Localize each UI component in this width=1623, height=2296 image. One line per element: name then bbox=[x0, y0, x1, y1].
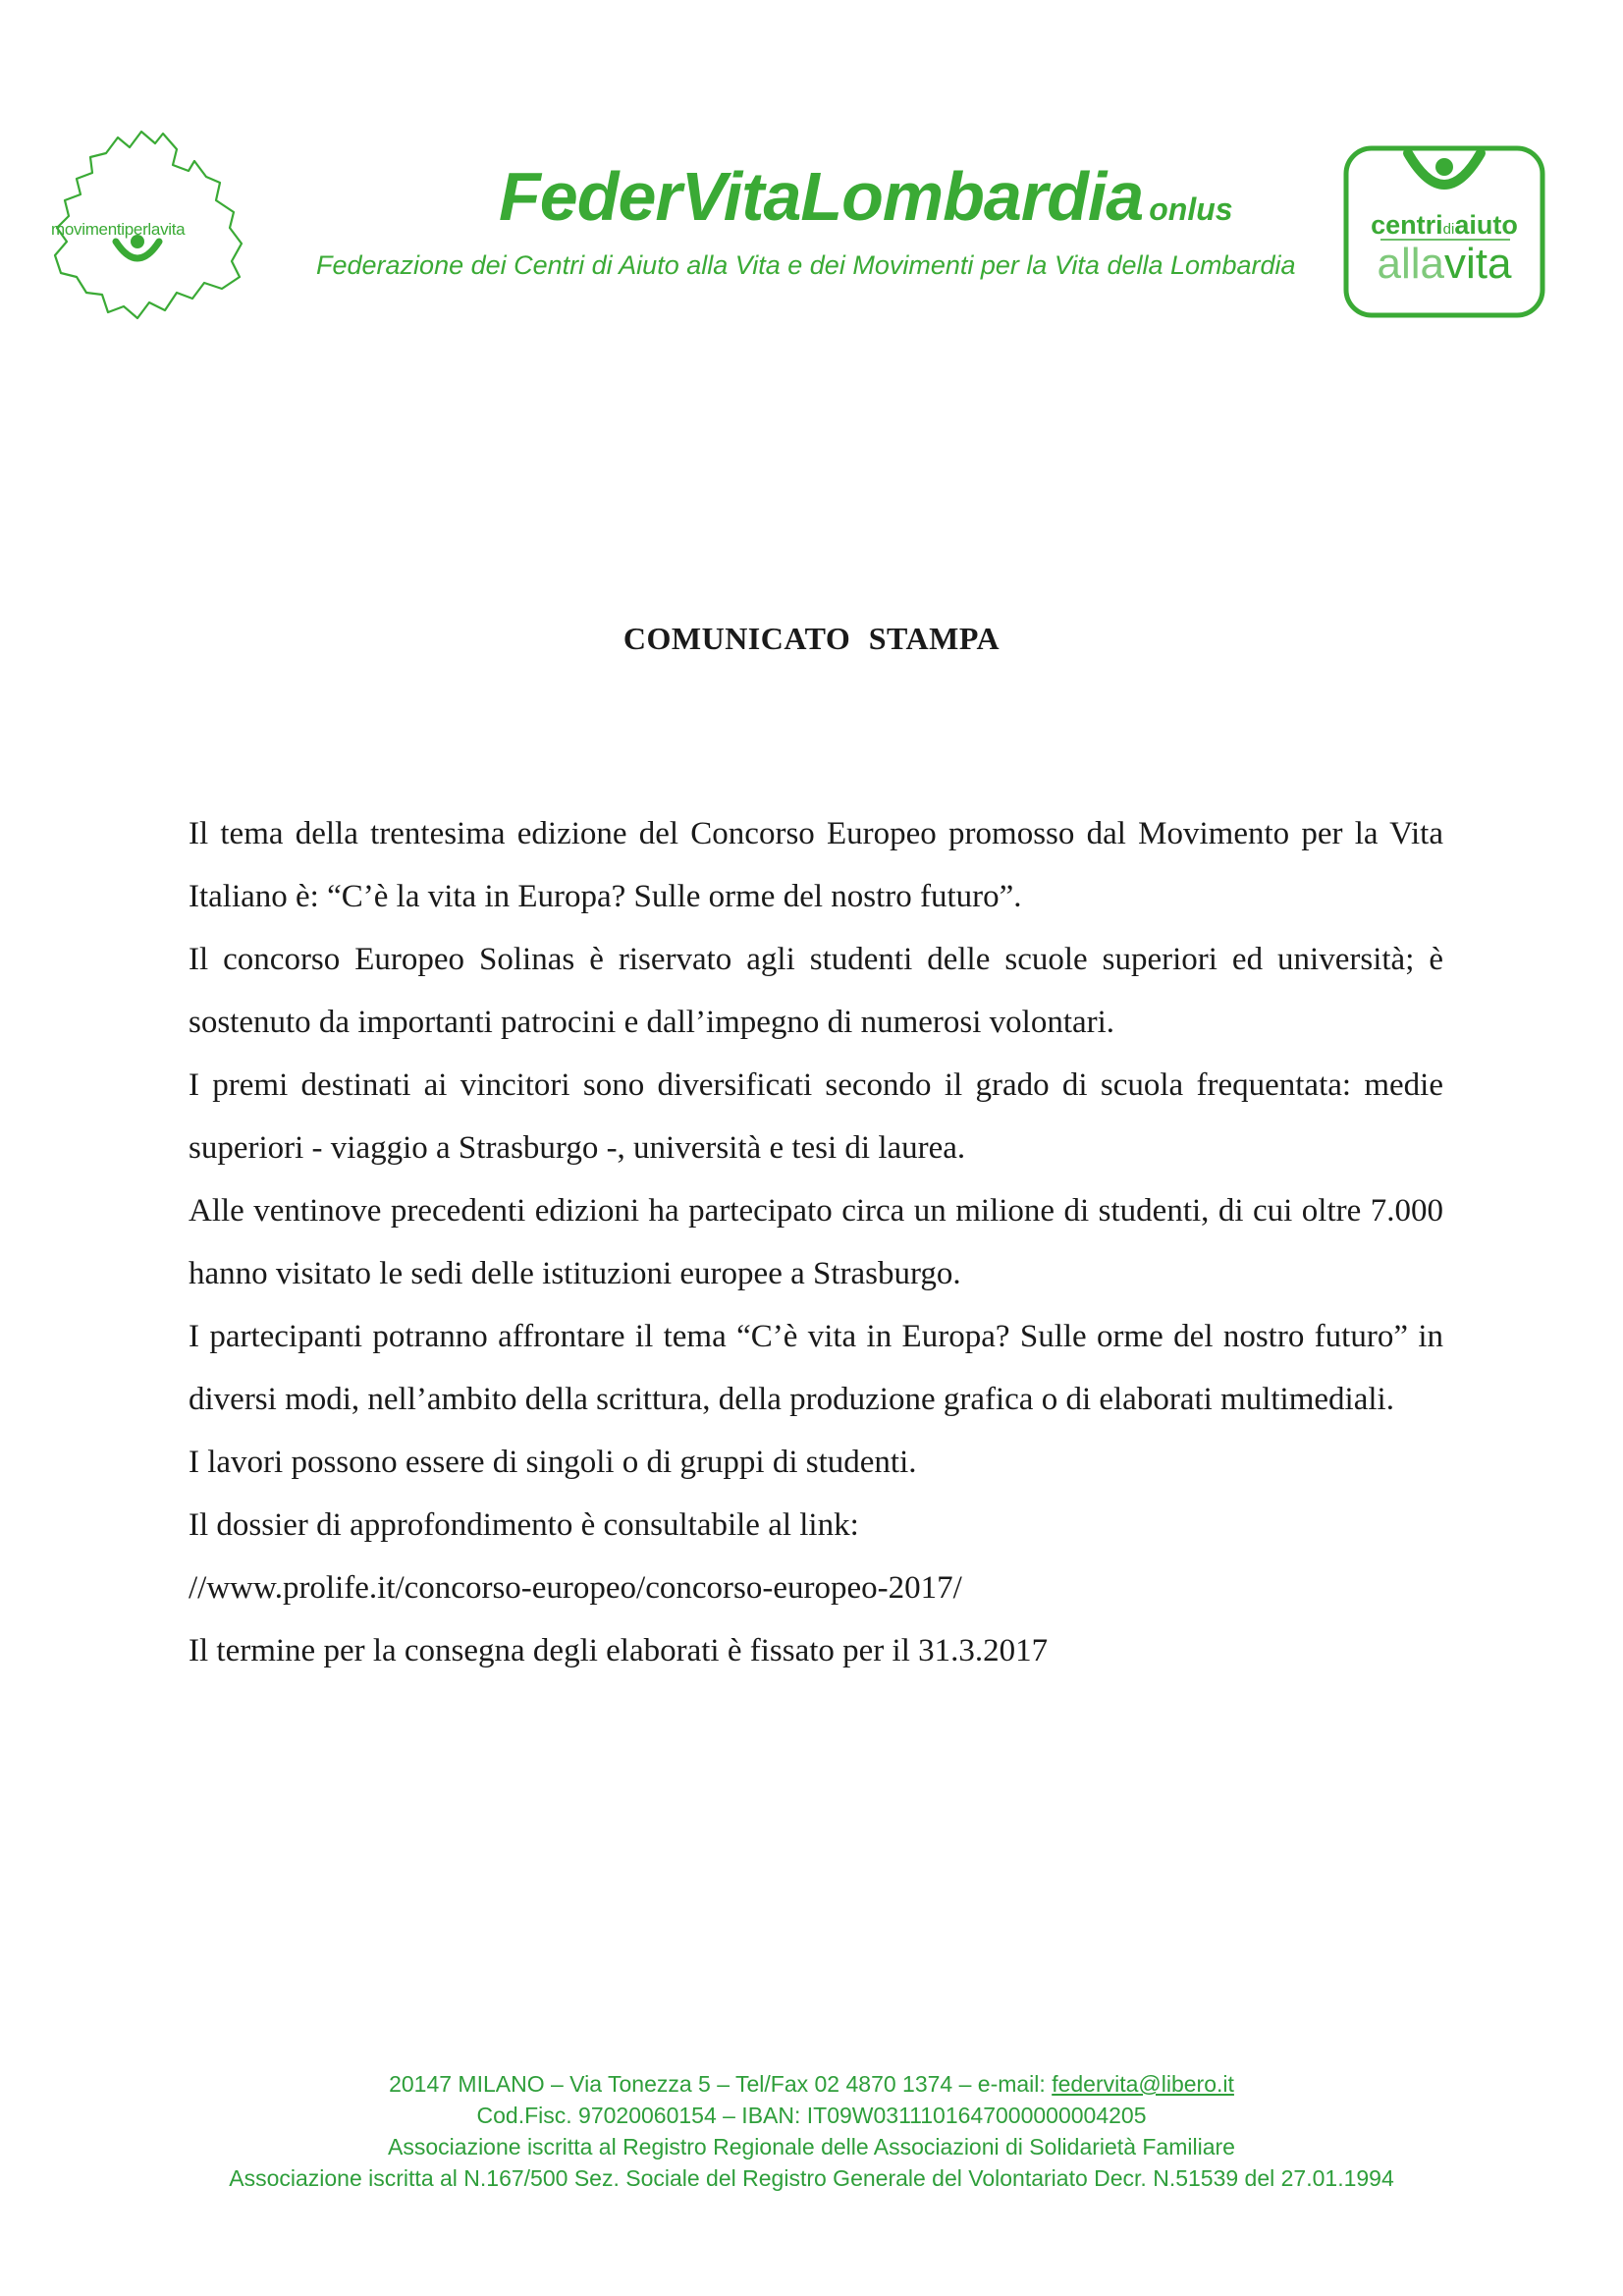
body-paragraph: Il tema della trentesima edizione del Concorso Europeo promosso dal Movimento per la Vita Italiano è: “C’è la vita in Europa? Sulle orme del nostro futuro”. bbox=[189, 816, 1443, 914]
body-paragraph: I premi destinati ai vincitori sono diversificati secondo il grado di scuola frequentata: medie superiori - viaggio a Strasburgo -, università e tesi di laurea. bbox=[189, 1067, 1443, 1166]
movimenti-per-la-vita-logo bbox=[47, 126, 253, 327]
body-paragraph: Alle ventinove precedenti edizioni ha partecipato circa un milione di studenti, di cui oltre 7.000 hanno visitato le sedi delle istituzioni europee a Strasburgo. bbox=[189, 1193, 1443, 1291]
document-title: COMUNICATO STAMPA bbox=[622, 621, 1001, 656]
brand-title bbox=[499, 157, 1233, 236]
footer-codes: Cod.Fisc. 97020060154 – IBAN: IT09W0311101647000000004205 bbox=[476, 2103, 1147, 2128]
cav-logo-line1: centridiaiuto bbox=[1371, 210, 1518, 240]
logo-left-text: movimentiperlavita bbox=[51, 220, 186, 239]
press-release-body bbox=[189, 802, 1443, 1682]
letterhead bbox=[0, 0, 1623, 354]
footer-registry-general: Associazione iscritta al N.167/500 Sez. Sociale del Registro Generale del Volontariato Decr. N.51539 del 27.01.1994 bbox=[229, 2165, 1394, 2191]
body-paragraph: Il termine per la consegna degli elaborati è fissato per il 31.3.2017 bbox=[189, 1633, 1049, 1668]
cav-logo-line2: allavita bbox=[1377, 240, 1512, 288]
brand-suffix: onlus bbox=[1149, 191, 1233, 227]
brand-name: FederVitaLombardia bbox=[499, 158, 1144, 235]
email-link[interactable]: federvita@libero.it bbox=[1052, 2071, 1234, 2097]
footer-registry-regional: Associazione iscritta al Registro Regionale delle Associazioni di Solidarietà Familiare bbox=[388, 2134, 1235, 2159]
footer-address-line bbox=[0, 2068, 1623, 2100]
dossier-link[interactable]: //www.prolife.it/concorso-europeo/concorso-europeo-2017/ bbox=[189, 1570, 962, 1606]
body-paragraph: I lavori possono essere di singoli o di gruppi di studenti. bbox=[189, 1445, 917, 1480]
footer-address: 20147 MILANO – Via Tonezza 5 – Tel/Fax 02 4870 1374 – e-mail: bbox=[389, 2071, 1053, 2097]
footer bbox=[0, 2068, 1623, 2194]
body-paragraph: Il concorso Europeo Solinas è riservato agli studenti delle scuole superiori ed università; è sostenuto da importanti patrocini e dall’impegno di numerosi volontari. bbox=[189, 942, 1443, 1040]
centri-aiuto-vita-logo bbox=[1343, 145, 1545, 318]
body-paragraph: I partecipanti potranno affrontare il tema “C’è vita in Europa? Sulle orme del nostro futuro” in diversi modi, nell’ambito della scrittura, della produzione grafica o di elaborati multimediali. bbox=[189, 1319, 1443, 1417]
brand-subtitle: Federazione dei Centri di Aiuto alla Vita e dei Movimenti per la Vita della Lombardia bbox=[316, 250, 1296, 280]
body-paragraph: Il dossier di approfondimento è consultabile al link: bbox=[189, 1507, 859, 1543]
